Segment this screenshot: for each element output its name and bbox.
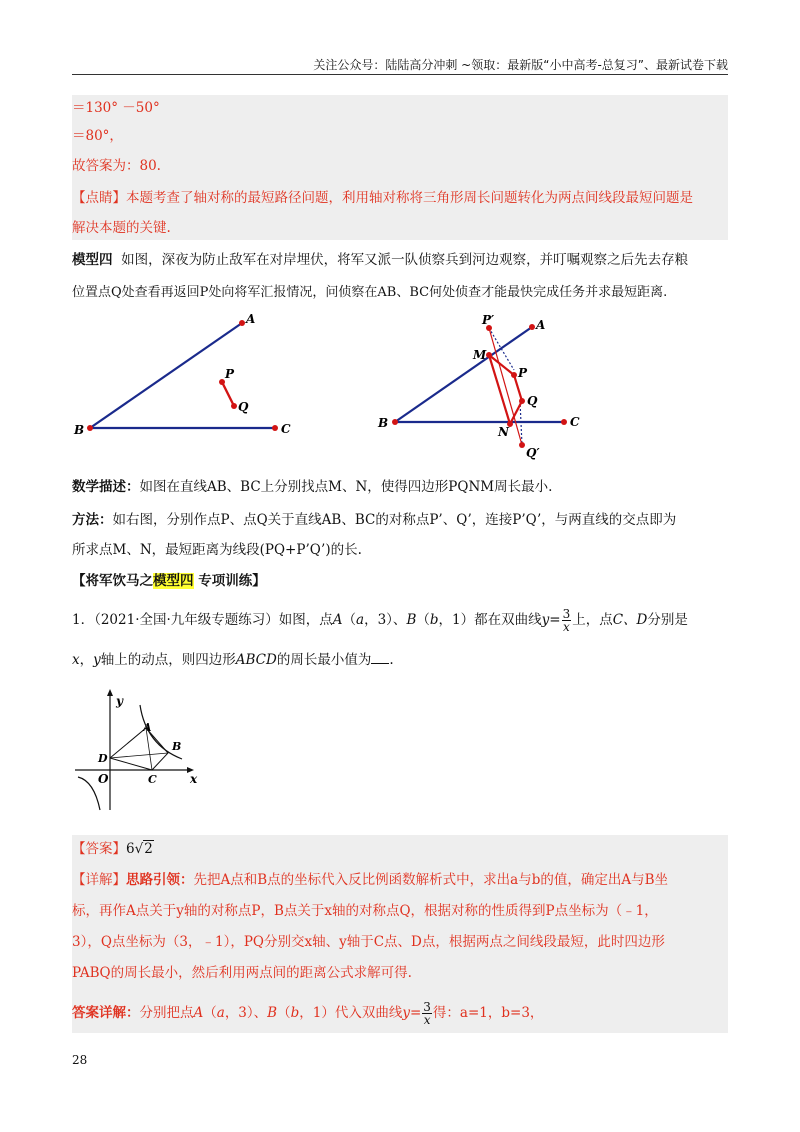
answer-line: 故答案为：80. (72, 158, 161, 174)
p1-point-a: A (332, 612, 343, 628)
model4-text-1: 如图，深夜为防止敌军在对岸埋伏，将军又派一队侦察兵到河边观察，并叮嘱观察之后先去存粮 (121, 252, 689, 268)
p1-abcd: ABCD (235, 652, 277, 668)
p1-coords-a2: ，3）、 (364, 612, 407, 628)
point-b (87, 425, 93, 431)
point-a (239, 320, 245, 326)
answer-detail-label: 答案详解： (72, 1005, 140, 1021)
detail-text-1: 先把A点和B点的坐标代入反比例函数解析式中，求出a与b的值，确定出A与B坐 (193, 872, 669, 888)
math-desc-line (72, 477, 728, 497)
method-text-1: 如右图，分别作点P、点Q关于直线AB、BC的对称点P’、Q’，连接P’Q’，与两直线的交点即为 (112, 512, 677, 528)
detail-text-2: 标，再作A点关于y轴的对称点P，B点关于x轴的对称点Q，根据对称的性质得到P点坐标为（﹣1， (72, 903, 658, 919)
p1-pre: 1．（2021·全国·九年级专题练习）如图，点 (72, 612, 333, 628)
math-desc-text: 如图在直线AB、BC上分别找点M、N，使得四边形PQNM周长最小. (139, 479, 553, 495)
answer-detail-line (72, 1000, 728, 1026)
label-p: P (518, 366, 528, 380)
training-post: 专项训练】 (193, 573, 266, 589)
note-line-1 (72, 188, 728, 208)
p1-line2-end: 的周长最小值为 (276, 652, 372, 668)
method-label: 方法： (72, 512, 113, 528)
model4-title: 模型四 (72, 252, 113, 268)
point-q (231, 403, 237, 409)
ad-post: 得：a=1，b=3， (432, 1005, 544, 1021)
answer-radicand: 2 (144, 841, 153, 857)
label-o: O (98, 772, 109, 786)
p1-coords-b2: ，1）都在双曲线 (438, 612, 542, 628)
p1-b-var: b (429, 612, 439, 628)
p1-coords-a: （ (342, 612, 357, 628)
point-q (519, 398, 525, 404)
label-q: Q (238, 400, 249, 414)
diag-db (110, 753, 168, 758)
page-number: 28 (72, 1053, 88, 1067)
ad-fraction (422, 1001, 432, 1026)
label-p1: P′ (482, 313, 495, 327)
p1-a-var: a (356, 612, 365, 628)
p1-fraction (562, 608, 572, 633)
ad-frac-num: 3 (423, 1000, 431, 1014)
model4-text-2: 位置点Q处查看再返回P处向将军汇报情况，问侦察在AB、BC何处侦查才能最快完成任务并求最短距离. (72, 285, 668, 300)
ad-mid2: ，3）、 (224, 1005, 268, 1021)
point-c (272, 425, 278, 431)
p1-coords-b: （ (416, 612, 430, 628)
ad-mid3: （ (277, 1005, 291, 1021)
label-a: A (246, 312, 256, 326)
calc-line-1: ＝130° －50° (72, 100, 160, 116)
header-rule (72, 74, 728, 75)
point-a (529, 324, 535, 330)
model4-line-1 (72, 250, 728, 270)
method-text-2: 所求点M、N，最短距离为线段(PQ+P’Q’)的长. (72, 542, 362, 558)
label-d: D (98, 752, 108, 765)
ad-a-var: a (216, 1005, 225, 1021)
detail-text-4: PABQ的周长最小，然后利用两点间的距离公式求解可得. (72, 965, 412, 981)
math-desc-label: 数学描述： (72, 479, 140, 495)
ad-point-a: A (193, 1005, 204, 1021)
problem1-line-2 (72, 650, 728, 670)
detail-text-3: 3），Q点坐标为（3，﹣1），PQ分别交x轴、y轴于C点、D点，根据两点之间线段最短，此时四边形 (72, 934, 665, 950)
label-y: y (116, 694, 123, 708)
line-ab (90, 323, 242, 428)
label-q: Q (527, 394, 538, 408)
label-b: B (378, 416, 389, 430)
y-arrow-icon (107, 689, 113, 696)
ad-point-b: B (267, 1005, 278, 1021)
page-header: 关注公众号：陆陆高分冲刺 ~领取：最新版“小中高考-总复习”、最新试卷下载 (313, 58, 728, 72)
idea-label: 思路引领： (126, 872, 194, 888)
training-highlight: 模型四 (153, 573, 194, 589)
method-line-1 (72, 510, 728, 530)
p1-post2: 分别是 (647, 612, 688, 628)
figure-left (60, 310, 310, 445)
label-a: A (536, 318, 546, 332)
answer-label: 【答案】 (72, 841, 126, 857)
answer-coef: 6 (126, 841, 135, 857)
ad-mid4: ，1）代入双曲线 (299, 1005, 403, 1021)
label-n: N (498, 425, 509, 439)
label-x: x (190, 772, 198, 786)
label-b: B (172, 740, 182, 753)
ad-eq: = (409, 1005, 422, 1021)
training-pre: 【将军饮马之 (72, 573, 153, 589)
problem1-line-1 (72, 607, 728, 633)
answer-blank (371, 651, 389, 664)
p1-y-axis: y (93, 652, 101, 668)
detail-label: 【详解】 (72, 872, 126, 888)
label-p: P (225, 367, 235, 381)
p1-dot: . (389, 652, 394, 668)
hyperbola-branch-2 (78, 777, 100, 810)
figure-right (370, 305, 600, 465)
note-text-1: 本题考查了轴对称的最短路径问题，利用轴对称将三角形周长问题转化为两点间线段最短问题是 (126, 190, 693, 206)
p1-eq: = (549, 612, 561, 628)
ad-y: y (402, 1005, 410, 1021)
p1-comma: ， (79, 652, 94, 668)
ad-pre: 分别把点 (139, 1005, 194, 1021)
label-c: C (148, 773, 157, 786)
p1-x: x (72, 652, 80, 668)
note-text-2: 解决本题的关键. (72, 220, 171, 236)
sqrt-symbol: √2 (134, 841, 153, 857)
ad-b-var: b (290, 1005, 300, 1021)
training-title (72, 571, 728, 591)
quad-abcd (110, 728, 168, 770)
point-q1 (519, 442, 525, 448)
p1-line2-text: 轴上的动点，则四边形 (100, 652, 236, 668)
point-p (511, 372, 517, 378)
label-q1: Q′ (526, 446, 540, 460)
label-c: C (570, 415, 580, 429)
ad-mid1: （ (203, 1005, 217, 1021)
label-b: B (74, 423, 85, 437)
p1-frac-den: x (562, 620, 570, 634)
ad-frac-den: x (423, 1013, 431, 1027)
segment-pq (222, 382, 234, 406)
point-b (392, 419, 398, 425)
label-c: C (281, 422, 291, 436)
p1-post: 上，点 (572, 612, 613, 628)
point-m (486, 352, 492, 358)
label-m: M (473, 348, 487, 362)
detail-line-1 (72, 870, 728, 890)
calc-line-2: ＝80°， (72, 128, 123, 144)
p1-frac-num: 3 (562, 607, 571, 621)
p1-point-b: B (406, 612, 417, 628)
label-a: A (143, 721, 152, 734)
hyperbola-graph (70, 685, 210, 820)
point-c (561, 419, 567, 425)
answer-line (72, 838, 728, 860)
p1-y: y (541, 612, 550, 628)
note-label: 【点睛】 (72, 190, 126, 206)
p1-cd: C、D (612, 612, 648, 628)
